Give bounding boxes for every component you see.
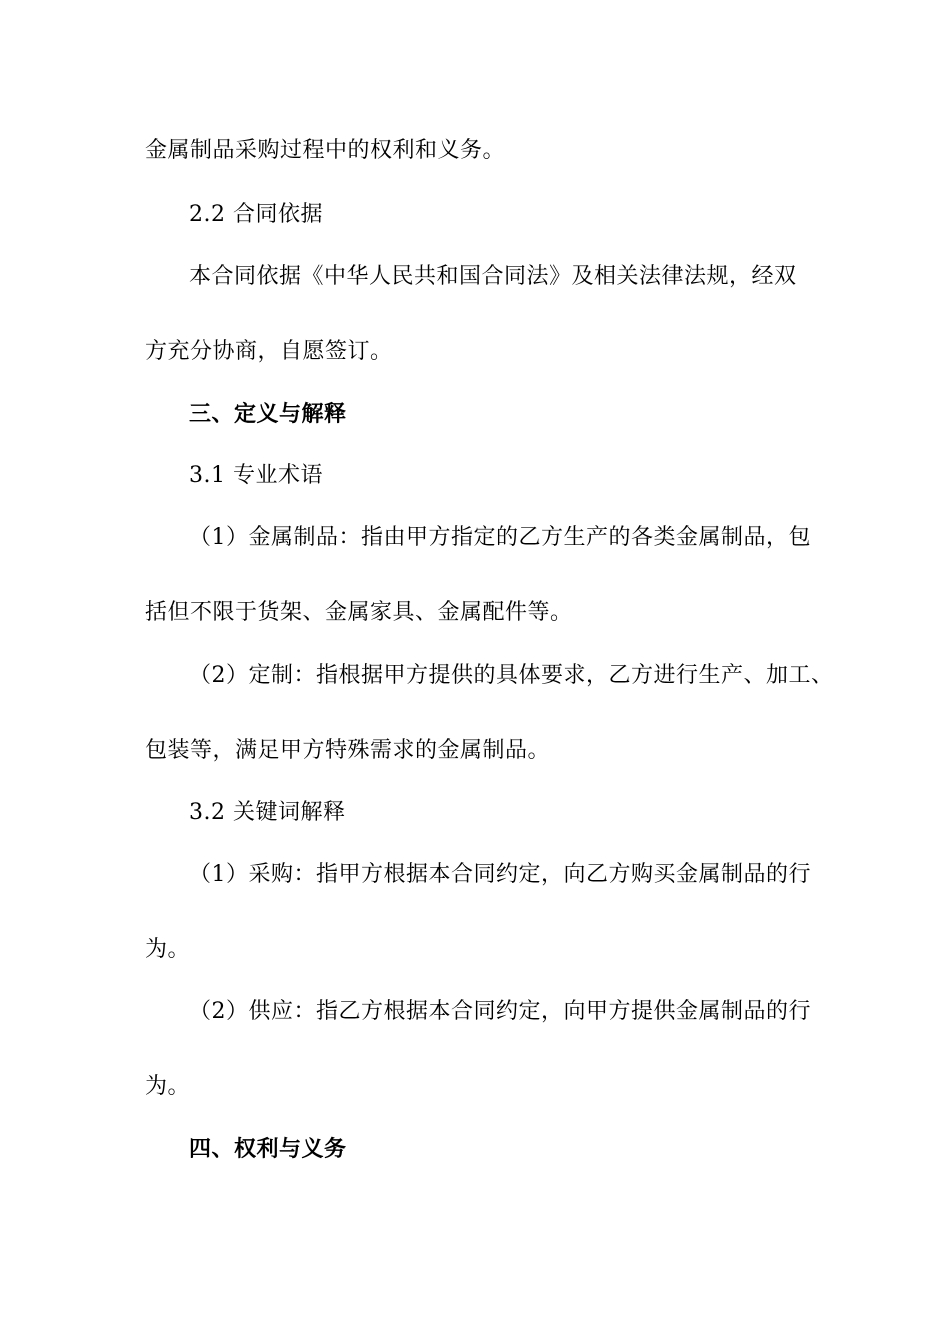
paragraph-line: 方充分协商，自愿签订。 bbox=[145, 339, 393, 364]
definition-item-metal-products: （1）金属制品：指由甲方指定的乙方生产的各类金属制品，包 bbox=[189, 525, 811, 550]
paragraph-line: 包装等，满足甲方特殊需求的金属制品。 bbox=[145, 738, 551, 763]
definition-item-supply: （2）供应：指乙方根据本合同约定，向甲方提供金属制品的行 bbox=[189, 999, 811, 1024]
paragraph-line: 为。 bbox=[145, 1074, 191, 1099]
paragraph-line: 括但不限于货架、金属家具、金属配件等。 bbox=[145, 600, 573, 625]
section-3-1-title: 3.1 专业术语 bbox=[189, 463, 323, 488]
chapter-4-heading: 四、权利与义务 bbox=[189, 1136, 347, 1162]
section-2-2-title: 2.2 合同依据 bbox=[189, 202, 323, 227]
definition-item-customization: （2）定制：指根据甲方提供的具体要求，乙方进行生产、加工、 bbox=[189, 663, 834, 688]
paragraph-line: 本合同依据《中华人民共和国合同法》及相关法律法规，经双 bbox=[189, 264, 797, 289]
definition-item-purchase: （1）采购：指甲方根据本合同约定，向乙方购买金属制品的行 bbox=[189, 862, 811, 887]
section-3-2-title: 3.2 关键词解释 bbox=[189, 800, 346, 825]
paragraph-line: 为。 bbox=[145, 937, 191, 962]
chapter-3-heading: 三、定义与解释 bbox=[189, 401, 347, 427]
paragraph-line-continuation: 金属制品采购过程中的权利和义务。 bbox=[145, 138, 506, 163]
